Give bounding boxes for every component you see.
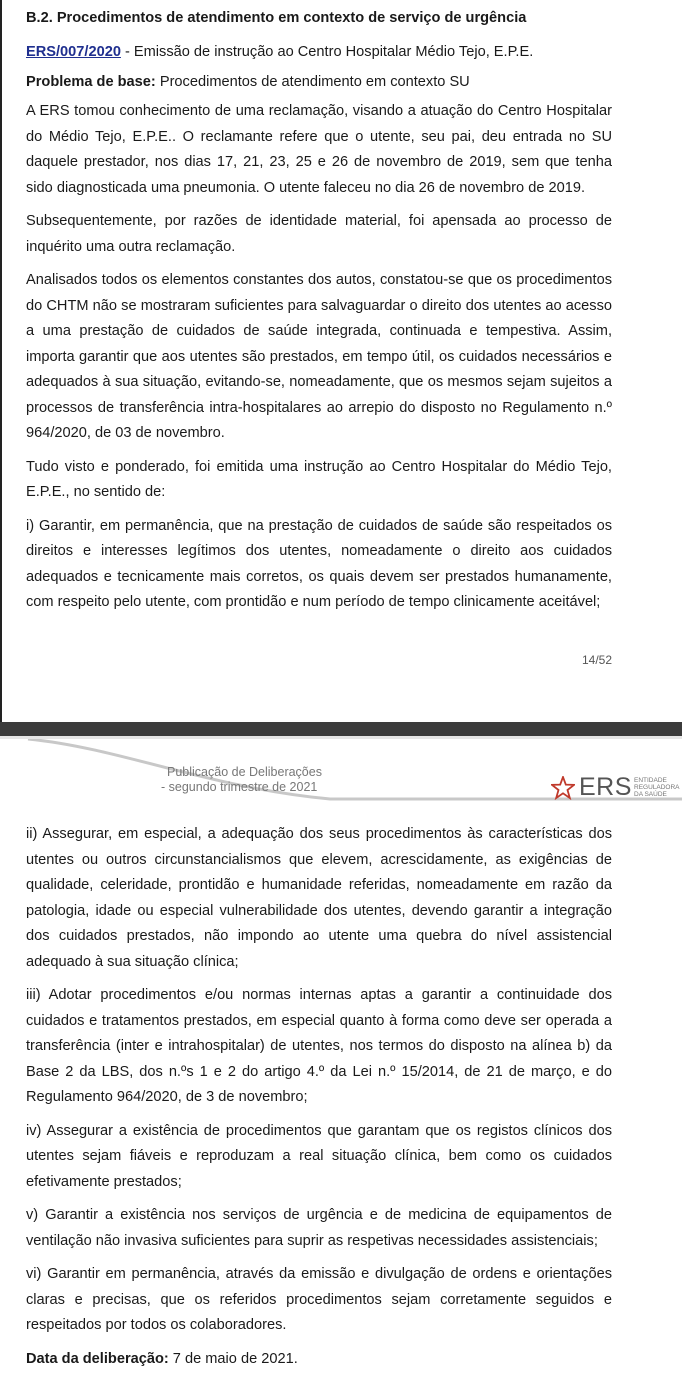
case-reference-description: - Emissão de instrução ao Centro Hospitalar Médio Tejo, E.P.E.	[120, 44, 534, 60]
deliberation-date-line	[26, 1347, 612, 1373]
problem-line	[26, 70, 612, 96]
page-header	[0, 736, 682, 808]
deliberation-date-value: 7 de maio de 2021.	[168, 1350, 298, 1367]
document-page-15	[0, 736, 682, 1390]
logo-subtitle-line: DA SAÚDE	[634, 791, 667, 798]
paragraph-complaint: A ERS tomou conhecimento de uma reclamação, visando a atuação do Centro Hospitalar do Médio Tejo, E.P.E.. O reclamante refere que o utente, seu pai, deu entrada no SU daquele prestador, nos dias 17, 21, 23, 25 e 26 de novembro de 2019, sem que tenha sido diagnosticada uma pneumonia. O utente faleceu no dia 26 de novembro de 2019.	[26, 103, 612, 196]
instruction-item-iii: iii) Adotar procedimentos e/ou normas internas aptas a garantir a continuidade dos cuidados e tratamentos prestados, em especial quanto à forma como deve ser operada a transferência (inter e intrahospitalar) de utentes, nos termos do disposto na alínea b) da Base 2 da LBS, dos n.ºs 1 e 2 do artigo 4.º da Lei n.º 15/2014, de 21 de março, e do Regulamento 964/2020, de 3 de novembro;	[26, 987, 612, 1105]
star-icon	[551, 776, 575, 800]
publication-subtitle: - segundo trimestre de 2021	[161, 780, 318, 794]
logo-subtitle-line: REGULADORA	[634, 784, 680, 791]
case-reference-link[interactable]: ERS/007/2020	[26, 44, 121, 60]
page-number: 14/52	[581, 653, 612, 667]
instruction-item-v: v) Garantir a existência nos serviços de urgência e de medicina de equipamentos de ventilação não invasiva suficientes para suprir as respetivas necessidades assistenciais;	[26, 1207, 612, 1249]
page-content	[26, 8, 612, 624]
deliberation-date-label: Data da deliberação:	[26, 1350, 169, 1367]
page-content	[26, 822, 612, 1380]
paragraph-appended: Subsequentemente, por razões de identidade material, foi apensada ao processo de inquérito uma outra reclamação.	[26, 213, 612, 255]
page-left-edge	[0, 0, 2, 722]
instruction-item-iv: iv) Assegurar a existência de procedimentos que garantam que os registos clínicos dos utentes sejam fiáveis e reproduzam a real situação clínica, bem como os cuidados efetivamente prestados;	[26, 1122, 612, 1190]
instruction-item-i: i) Garantir, em permanência, que na prestação de cuidados de saúde são respeitados os direitos e interesses legítimos dos utentes, nomeadamente o direito aos cuidados adequados e tecnicamente mais corretos, os quais devem ser prestados humanamente, com respeito pelo utente, com prontidão e num período de tempo clinicamente aceitável;	[26, 517, 612, 610]
section-title: B.2. Procedimentos de atendimento em contexto de serviço de urgência	[26, 10, 527, 26]
logo-subtitle	[634, 777, 680, 798]
paragraph-conclusion: Tudo visto e ponderado, foi emitida uma instrução ao Centro Hospitalar do Médio Tejo, E.P.E., no sentido de:	[26, 458, 612, 500]
publication-title: Publicação de Deliberações	[167, 765, 322, 779]
instruction-item-ii: ii) Assegurar, em especial, a adequação dos seus procedimentos às características dos utentes ou outros circunstancialismos que elevem, acrescidamente, as exigências de qualidade, celeridade, prontidão e humanidade referidas, nomeadamente em razão da patologia, idade ou especial vulnerabilidade dos utentes, devendo garantir a integração dos cuidados prestados, não impondo ao utente uma quebra do nível assistencial adequado à sua situação clínica;	[26, 826, 612, 970]
logo-subtitle-line: ENTIDADE	[634, 777, 667, 784]
page-divider	[0, 722, 682, 736]
problem-text: Procedimentos de atendimento em contexto SU	[155, 73, 470, 90]
reference-line	[26, 40, 612, 66]
instruction-item-vi: vi) Garantir em permanência, através da emissão e divulgação de ordens e orientações claras e precisas, que os referidos procedimentos sejam corretamente seguidos e respeitados por todos os colaboradores.	[26, 1266, 612, 1333]
problem-label: Problema de base:	[26, 73, 156, 90]
paragraph-analysis: Analisados todos os elementos constantes dos autos, constatou-se que os procedimentos do CHTM não se mostraram suficientes para salvaguardar o direito dos utentes ao acesso a uma prestação de cuidados de saúde integrada, continuada e tempestiva. Assim, importa garantir que aos utentes são prestados, em tempo útil, os cuidados necessários e adequados à sua situação, evitando-se, nomeadamente, que os mesmos sejam sujeitos a processos de transferência intra-hospitalares ao arrepio do disposto no Regulamento n.º 964/2020, de 03 de novembro.	[26, 272, 612, 441]
logo-text: ERS	[579, 773, 632, 801]
